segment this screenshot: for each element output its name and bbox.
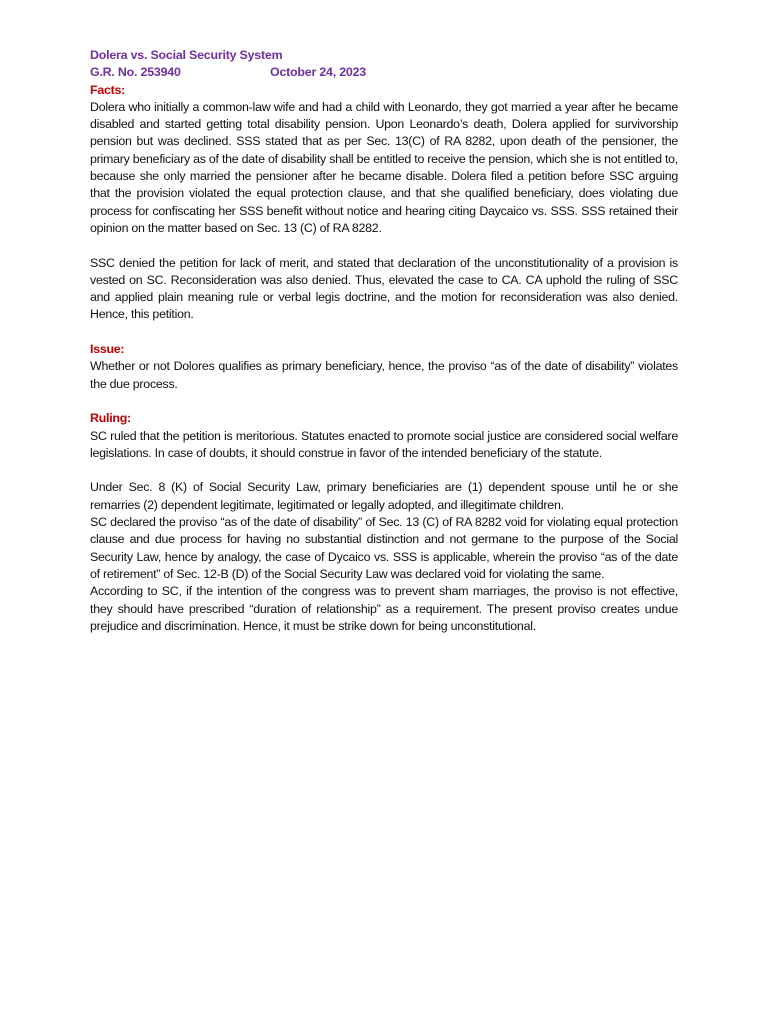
paragraph-spacer <box>90 324 678 341</box>
case-reference-line <box>90 64 678 81</box>
paragraph-spacer <box>90 237 678 254</box>
facts-heading: Facts: <box>90 82 125 97</box>
gr-number: G.R. No. 253940 <box>90 65 181 80</box>
case-title: Dolera vs. Social Security System <box>90 48 283 62</box>
ruling-paragraph-2: Under Sec. 8 (K) of Social Security Law, primary beneficiaries are (1) dependent spouse until he or she remarries (2) dependent legitimate, legitimated or legally adopted, and illegitimate children. <box>90 480 678 512</box>
facts-paragraph-2: SSC denied the petition for lack of merit, and stated that declaration of the unconstitutionality of a provision is vested on SC. Reconsideration was also denied. Thus, elevated the case to CA. CA uphold the ruling of SSC and applied plain meaning rule or verbal legis doctrine, and the motion for reconsideration was also denied. Hence, this petition. <box>90 255 678 322</box>
document-page <box>90 47 678 635</box>
ruling-paragraph-1: SC ruled that the petition is meritorious. Statutes enacted to promote social justice are considered social welfare legislations. In case of doubts, it should construe in favor of the intended beneficiary of the statute. <box>90 428 678 460</box>
ruling-paragraph-3: SC declared the proviso “as of the date of disability” of Sec. 13 (C) of RA 8282 void for violating equal protection clause and due process for having no substantial distinction and not germane to the purpose of the Social Security Law, hence by analogy, the case of Dycaico vs. SSS is applicable, wherein the proviso “as of the date of retirement” of Sec. 12-B (D) of the Social Security Law was declared void for violating the same. <box>90 515 678 581</box>
ruling-heading: Ruling: <box>90 411 131 426</box>
paragraph-spacer <box>90 393 678 410</box>
ruling-paragraph-4: According to SC, if the intention of the congress was to prevent sham marriages, the proviso is not effective, they should have prescribed “duration of relationship” as a requirement. The present proviso creates undue prejudice and discrimination. Hence, it must be strike down for being unconstitutional. <box>90 584 678 633</box>
decision-date: October 24, 2023 <box>270 65 366 80</box>
issue-heading: Issue: <box>90 342 125 357</box>
paragraph-spacer <box>90 462 678 479</box>
facts-paragraph-1: Dolera who initially a common-law wife and had a child with Leonardo, they got married a year after he became disabled and started getting total disability pension. Upon Leonardo’s death, Dolera applied for survivorship pension but was declined. SSS stated that as per Sec. 13(C) of RA 8282, upon death of the pensioner, the primary beneficiary as of the date of disability shall be entitled to receive the pension, which she is not entitled to, because she only married the pensioner after he became disable. Dolera filed a petition before SSC arguing that the provision violated the equal protection clause, and that she qualified beneficiary, does violating due process for confiscating her SSS benefit without notice and hearing citing Daycaico vs. SSS. SSS retained their opinion on the matter based on Sec. 13 (C) of RA 8282. <box>90 99 678 235</box>
issue-paragraph: Whether or not Dolores qualifies as primary beneficiary, hence, the proviso “as of the date of disability” violates the due process. <box>90 359 678 391</box>
